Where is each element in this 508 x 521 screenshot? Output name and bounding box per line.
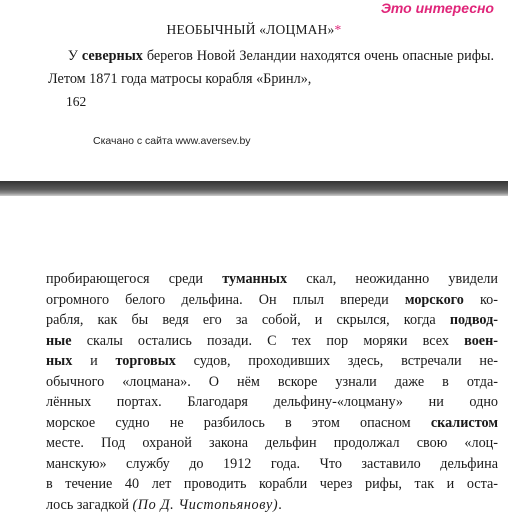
- text-line: ных и торговых судов, проходивших здесь, встречали не-: [46, 353, 498, 369]
- text-line: пробирающегося среди туманных скал, неожиданно увидели: [46, 271, 498, 287]
- text-line: ные скалы остались позади. С тех пор моряки всех воен-: [46, 332, 498, 349]
- download-source-note: Скачано с сайта www.aversev.by: [93, 135, 251, 147]
- intro-bold-word: северных: [81, 48, 143, 64]
- page-number: 162: [66, 94, 87, 109]
- intro-text-1: У: [67, 48, 82, 64]
- text-line: морское судно не разбилось в этом опасном скалистом: [46, 414, 498, 431]
- intro-paragraph: [48, 45, 494, 91]
- section-label: Это интересно: [380, 0, 494, 16]
- footnote-star: *: [334, 22, 342, 37]
- intro-text-2: берегов Новой Зеландии находятся очень опасные рифы. Летом 1871 года матросы корабля «Бринл»,: [48, 48, 495, 87]
- text-line: манскую» службу до 1912 года. Что заставило дельфина: [46, 455, 498, 472]
- text-line: огромного белого дельфина. Он плыл впереди морского ко-: [46, 291, 498, 308]
- article-title-text: НЕОБЫЧНЫЙ «ЛОЦМАН»: [166, 22, 335, 37]
- text-line: в течение 40 лет проводить корабли через рифы, так и оста-: [46, 476, 498, 492]
- text-line: лённых портах. Благодаря дельфину-«лоцману» ни одно: [46, 394, 498, 410]
- text-line: месте. Под охраной закона дельфин продолжал свою «лоц-: [46, 435, 498, 451]
- page-divider-band: [0, 181, 508, 196]
- text-line: обычного «лоцмана». О нём вскоре узнали даже в отда-: [46, 373, 498, 390]
- author-attribution: (По Д. Чистопьянову): [132, 496, 279, 513]
- text-line: лось загадкой (По Д. Чистопьянову).: [46, 496, 282, 513]
- continued-paragraph: [46, 269, 498, 515]
- article-title: [0, 21, 508, 39]
- text-line: рабля, как бы ведя его за собой, и скрылся, когда подвод-: [46, 312, 498, 328]
